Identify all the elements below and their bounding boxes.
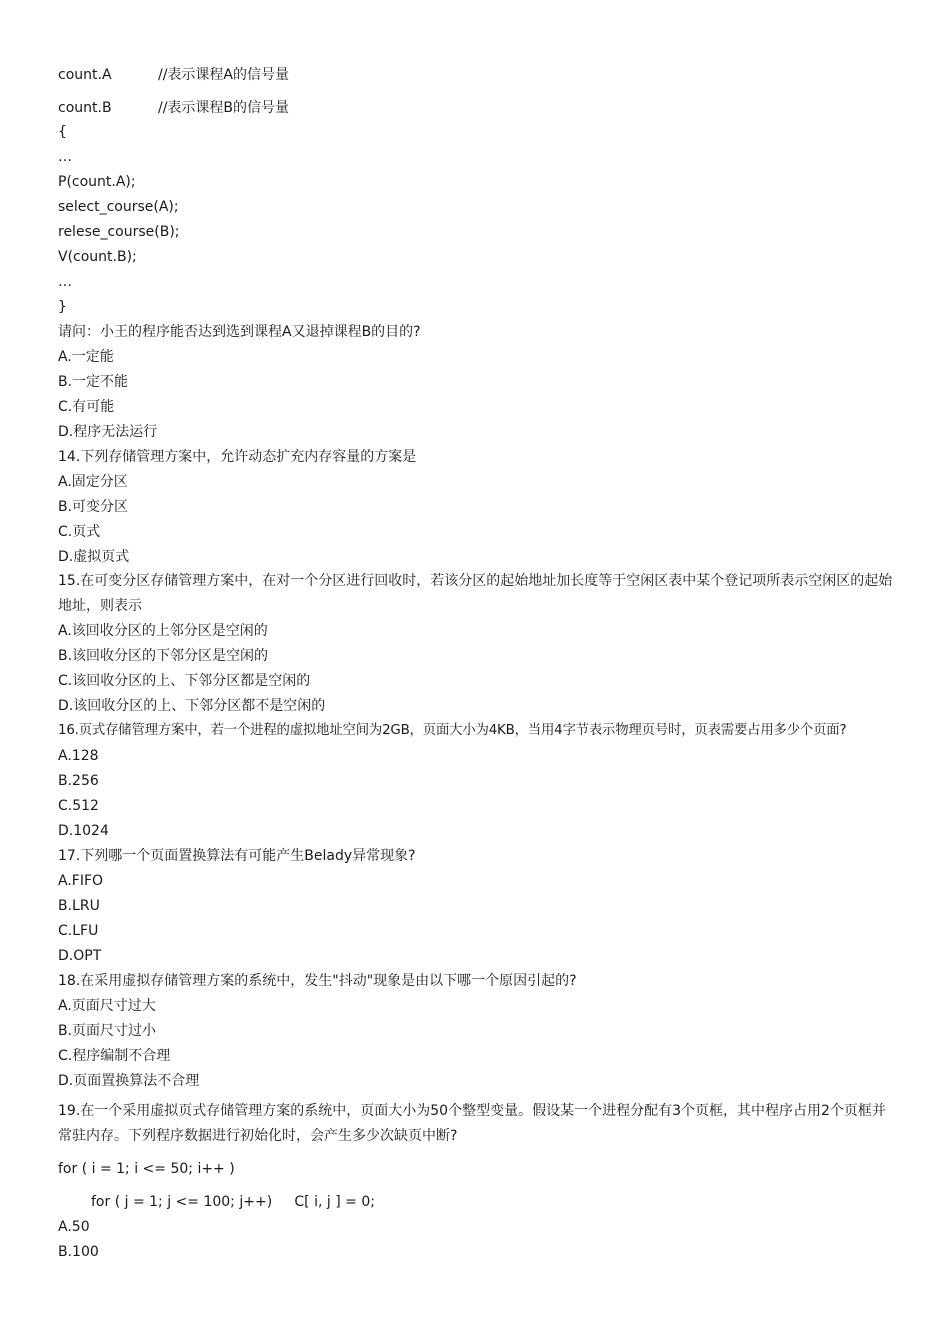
option-item: B.LRU [58,898,100,914]
code-decl-line [58,65,898,85]
option-item: C.该回收分区的上、下邻分区都是空闲的 [58,673,311,689]
question-text: 15.在可变分区存储管理方案中，在对一个分区进行回收时，若该分区的起始地址加长度等于空闲区表中某个登记项所表示空闲区的起始地址，则表示 [58,573,893,614]
question-text: 17.下列哪一个页面置换算法有可能产生Belady异常现象? [58,848,416,864]
option-item: B.该回收分区的下邻分区是空闲的 [58,648,269,664]
question-text: 请问：小王的程序能否达到选到课程A又退掉课程B的目的? [58,324,421,340]
code-decl-line [58,98,898,118]
question-text: 19.在一个采用虚拟页式存储管理方案的系统中，页面大小为50个整型变量。假设某一个进程分配有3个页框，其中程序占用2个页框并常驻内存。下列程序数据进行初始化时，会产生多少次缺页中断? [58,1103,886,1144]
code-line: relese_course(B); [58,224,180,240]
option-item: D.1024 [58,823,109,839]
option-item: D.虚拟页式 [58,549,130,565]
code-line: for ( i = 1; i <= 50; i++ ) [58,1161,235,1177]
option-item: A.128 [58,748,99,764]
option-item: C.页式 [58,524,101,540]
question-text: 18.在采用虚拟存储管理方案的系统中，发生"抖动"现象是由以下哪一个原因引起的? [58,973,577,989]
option-item: A.一定能 [58,349,114,365]
code-decl-name: count.B [58,100,112,116]
option-item: A.50 [58,1219,90,1235]
option-item: D.OPT [58,948,102,964]
option-item: B.页面尺寸过小 [58,1023,157,1039]
option-item: A.FIFO [58,873,104,889]
option-item: B.可变分区 [58,499,129,515]
code-line: } [58,299,67,315]
option-item: D.该回收分区的上、下邻分区都不是空闲的 [58,698,326,714]
code-line: select_course(A); [58,199,179,215]
question-text: 16.页式存储管理方案中，若一个进程的虚拟地址空间为2GB，页面大小为4KB，当用4字节表示物理页号时，页表需要占用多少个页面? [58,723,847,738]
code-decl-comment: //表示课程A的信号量 [158,67,290,83]
code-decl-name: count.A [58,67,112,83]
option-item: A.该回收分区的上邻分区是空闲的 [58,623,268,639]
option-item: A.固定分区 [58,474,128,490]
question-text: 14.下列存储管理方案中，允许动态扩充内存容量的方案是 [58,449,417,465]
code-line: for ( j = 1; j <= 100; j++) C[ i, j ] = 0; [91,1194,375,1210]
option-item: D.程序无法运行 [58,424,158,440]
option-item: C.512 [58,798,99,814]
option-item: C.程序编制不合理 [58,1048,171,1064]
code-line: V(count.B); [58,249,137,265]
option-item: B.256 [58,773,99,789]
option-item: B.一定不能 [58,374,129,390]
option-item: D.页面置换算法不合理 [58,1073,200,1089]
code-line: … [58,149,72,165]
option-item: B.100 [58,1244,99,1260]
code-line: … [58,274,72,290]
option-item: C.有可能 [58,399,115,415]
option-item: C.LFU [58,923,99,939]
option-item: A.页面尺寸过大 [58,998,156,1014]
code-line: P(count.A); [58,174,136,190]
code-decl-comment: //表示课程B的信号量 [158,100,290,116]
code-line: { [58,124,67,140]
